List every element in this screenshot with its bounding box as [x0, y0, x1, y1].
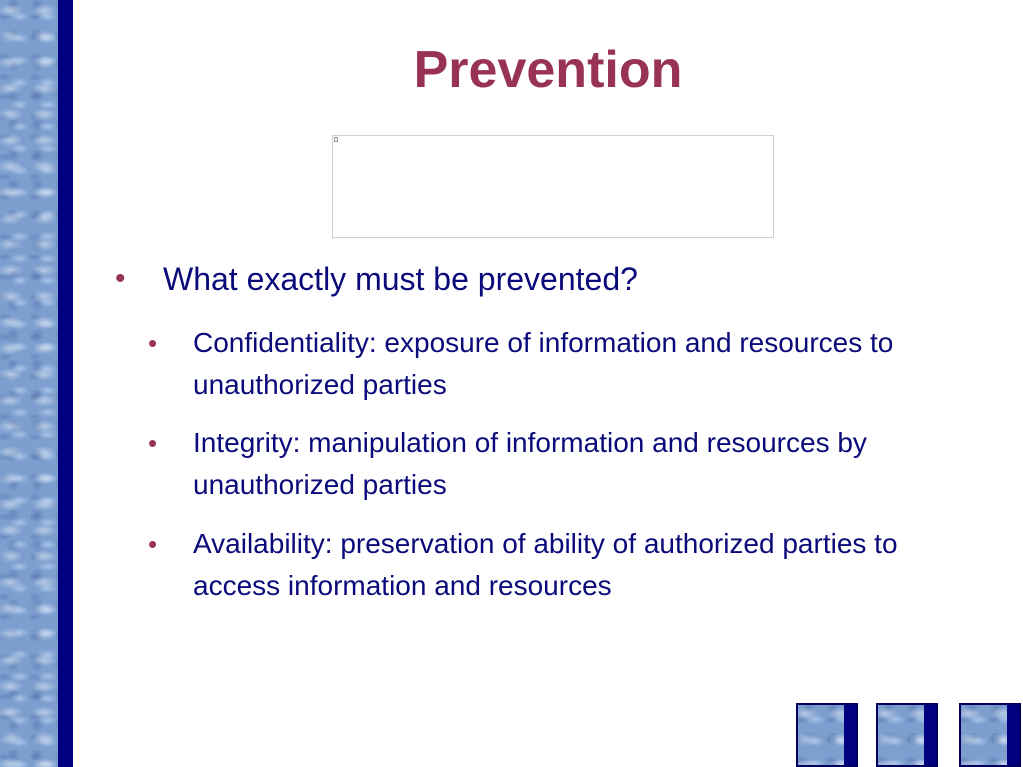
missing-image-placeholder [332, 135, 774, 238]
bullet-level2-item [148, 322, 963, 406]
bullet-marker: • [148, 529, 158, 559]
nav-thumbnail-button-3[interactable] [959, 703, 1023, 767]
bullet-marker: • [115, 262, 126, 295]
nav-thumbnail-frame [796, 703, 858, 767]
bullet-text: Confidentiality: exposure of information and resources to unauthorized parties [193, 327, 894, 400]
nav-thumbnail-frame [876, 703, 938, 767]
nav-thumbnail-button-2[interactable] [876, 703, 938, 767]
bullet-text: Availability: preservation of ability of authorized parties to access information and resources [193, 528, 898, 601]
slide-title: Prevention [413, 41, 683, 99]
nav-thumbnail-frame [959, 703, 1021, 767]
bullet-text: Integrity: manipulation of information and resources by unauthorized parties [193, 427, 867, 500]
water-texture-sidebar [0, 0, 58, 767]
bullet-marker: • [148, 328, 158, 358]
sidebar-navy-bar [58, 0, 73, 767]
bullet-text: What exactly must be prevented? [163, 261, 638, 297]
broken-image-icon [334, 137, 338, 142]
bullet-level2-item [148, 523, 963, 607]
nav-thumbnail-button-1[interactable] [796, 703, 858, 767]
bullet-level1-item [115, 258, 935, 300]
bullet-level2-item [148, 422, 963, 506]
bullet-marker: • [148, 428, 158, 458]
